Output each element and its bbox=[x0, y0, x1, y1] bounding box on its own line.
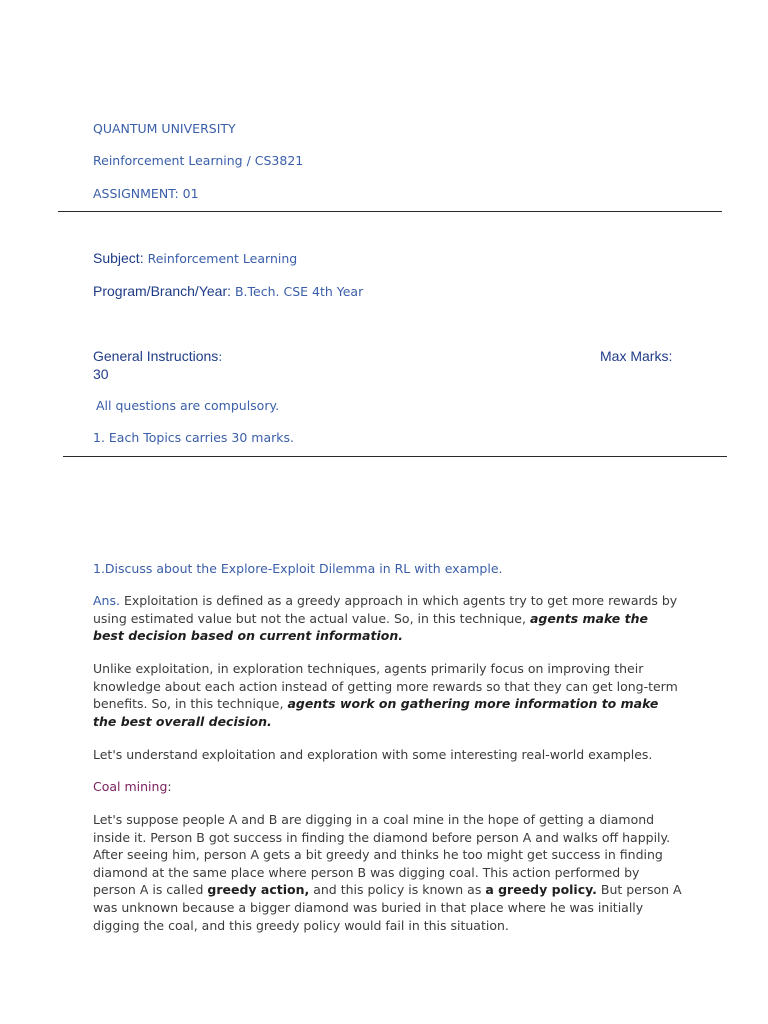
answer-paragraph-2 bbox=[93, 660, 683, 730]
instruction-marks: 1. Each Topics carries 30 marks. bbox=[93, 430, 294, 445]
coal-mining-colon: : bbox=[167, 779, 172, 794]
max-marks-value: 30 bbox=[93, 366, 109, 382]
p1-text: Exploitation is defined as a greedy approach in which agents try to get more rewards by using estimated value but not the actual value. So, in this technique, bbox=[93, 593, 678, 626]
program-label: Program/Branch/Year: bbox=[93, 283, 231, 299]
p2-text: Unlike exploitation, in exploration techniques, agents primarily focus on improving their knowledge about each action instead of getting more rewards so that they can get long-term benefits. So, in this technique, bbox=[93, 661, 678, 712]
subject-label: Subject: bbox=[93, 250, 144, 266]
max-marks-label: Max Marks: bbox=[600, 348, 673, 364]
program-row bbox=[93, 283, 363, 300]
subject-value: Reinforcement Learning bbox=[147, 251, 298, 266]
answer-paragraph-3: Let's understand exploitation and exploration with some interesting real-world examples. bbox=[93, 747, 653, 762]
p4-bold-2: a greedy policy. bbox=[485, 882, 597, 898]
p4-text-3: But person A was unknown because a bigger diamond was buried in that place where he was initially digging the coal, and this greedy policy would fail in this situation. bbox=[93, 882, 682, 933]
header-divider bbox=[58, 211, 722, 212]
answer-paragraph-1 bbox=[93, 592, 683, 645]
coal-mining-label: Coal mining bbox=[93, 779, 168, 794]
general-instructions-label: General Instructions bbox=[93, 348, 219, 364]
ans-label: Ans. bbox=[93, 593, 120, 608]
subject-row bbox=[93, 250, 297, 267]
assignment-number: ASSIGNMENT: 01 bbox=[93, 186, 199, 201]
university-name: QUANTUM UNIVERSITY bbox=[93, 121, 236, 136]
p1-emphasis: agents make the best decision based on current information. bbox=[93, 610, 648, 644]
program-value: B.Tech. CSE 4th Year bbox=[234, 284, 364, 299]
instruction-compulsory: All questions are compulsory. bbox=[96, 398, 280, 413]
general-instructions-heading bbox=[93, 348, 223, 365]
answer-paragraph-4 bbox=[93, 811, 683, 934]
general-instructions-colon: : bbox=[218, 349, 223, 364]
course-title: Reinforcement Learning / CS3821 bbox=[93, 153, 304, 168]
question-1: 1.Discuss about the Explore-Exploit Dilemma in RL with example. bbox=[93, 561, 503, 576]
instructions-divider bbox=[63, 456, 727, 457]
p4-bold-1: greedy action, bbox=[207, 882, 310, 898]
coal-mining-heading bbox=[93, 779, 172, 795]
p4-text-1: Let's suppose people A and B are digging in a coal mine in the hope of getting a diamond inside it. Person B got success in finding the diamond before person A and walks off happily. After seeing him, person A gets a bit greedy and thinks he too might get success in finding diamond at the same place where person B was digging coal. This action performed by person A is called bbox=[93, 812, 671, 898]
p2-emphasis: agents work on gathering more information to make the best overall decision. bbox=[93, 696, 659, 729]
p4-text-2: and this policy is known as bbox=[309, 882, 486, 898]
